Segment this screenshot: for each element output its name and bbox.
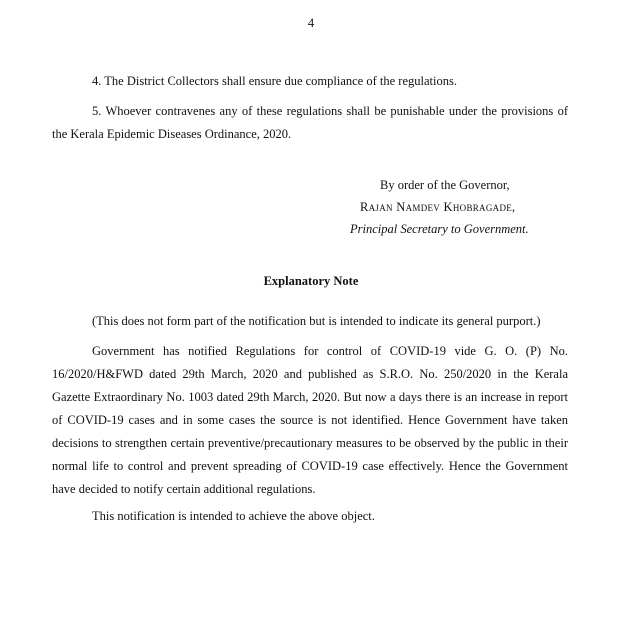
regulation-item-4: 4. The District Collectors shall ensure due compliance of the regulations. [92,74,457,88]
page-number: 4 [307,16,315,30]
explanatory-note-paragraph-2: Government has notified Regulations for control of COVID-19 vide G. O. (P) No. 16/2020/H&FWD dated 29th March, 2020 and published as S.R.O. No. 250/2020 in the Kerala Gazette Extraordinary No. 1003 dated 29th March, 2020. But now a days there is an increase in report of COVID-19 cases and in some cases the source is not identified. Hence Government have taken decisions to strengthen certain preventive/precautionary measures to be observed by the public in their normal life to control and prevent spreading of COVID-19 case effectively. Hence the Government have decided to notify certain additional regulations. [52,344,568,496]
signatory-name: Rajan Namdev Khobragade, [360,200,516,214]
explanatory-note-heading: Explanatory Note [263,274,359,288]
signature-block [340,174,540,240]
signature-order-line: By order of the Governor, [380,178,510,192]
signatory-title: Principal Secretary to Government. [350,222,529,236]
explanatory-note-paragraph-3: This notification is intended to achieve the above object. [92,509,375,523]
regulation-item-5: 5. Whoever contravenes any of these regulations shall be punishable under the provisions of the Kerala Epidemic Diseases Ordinance, 2020. [52,104,568,141]
explanatory-note-paragraph-1: (This does not form part of the notification but is intended to indicate its general purport.) [92,314,541,328]
